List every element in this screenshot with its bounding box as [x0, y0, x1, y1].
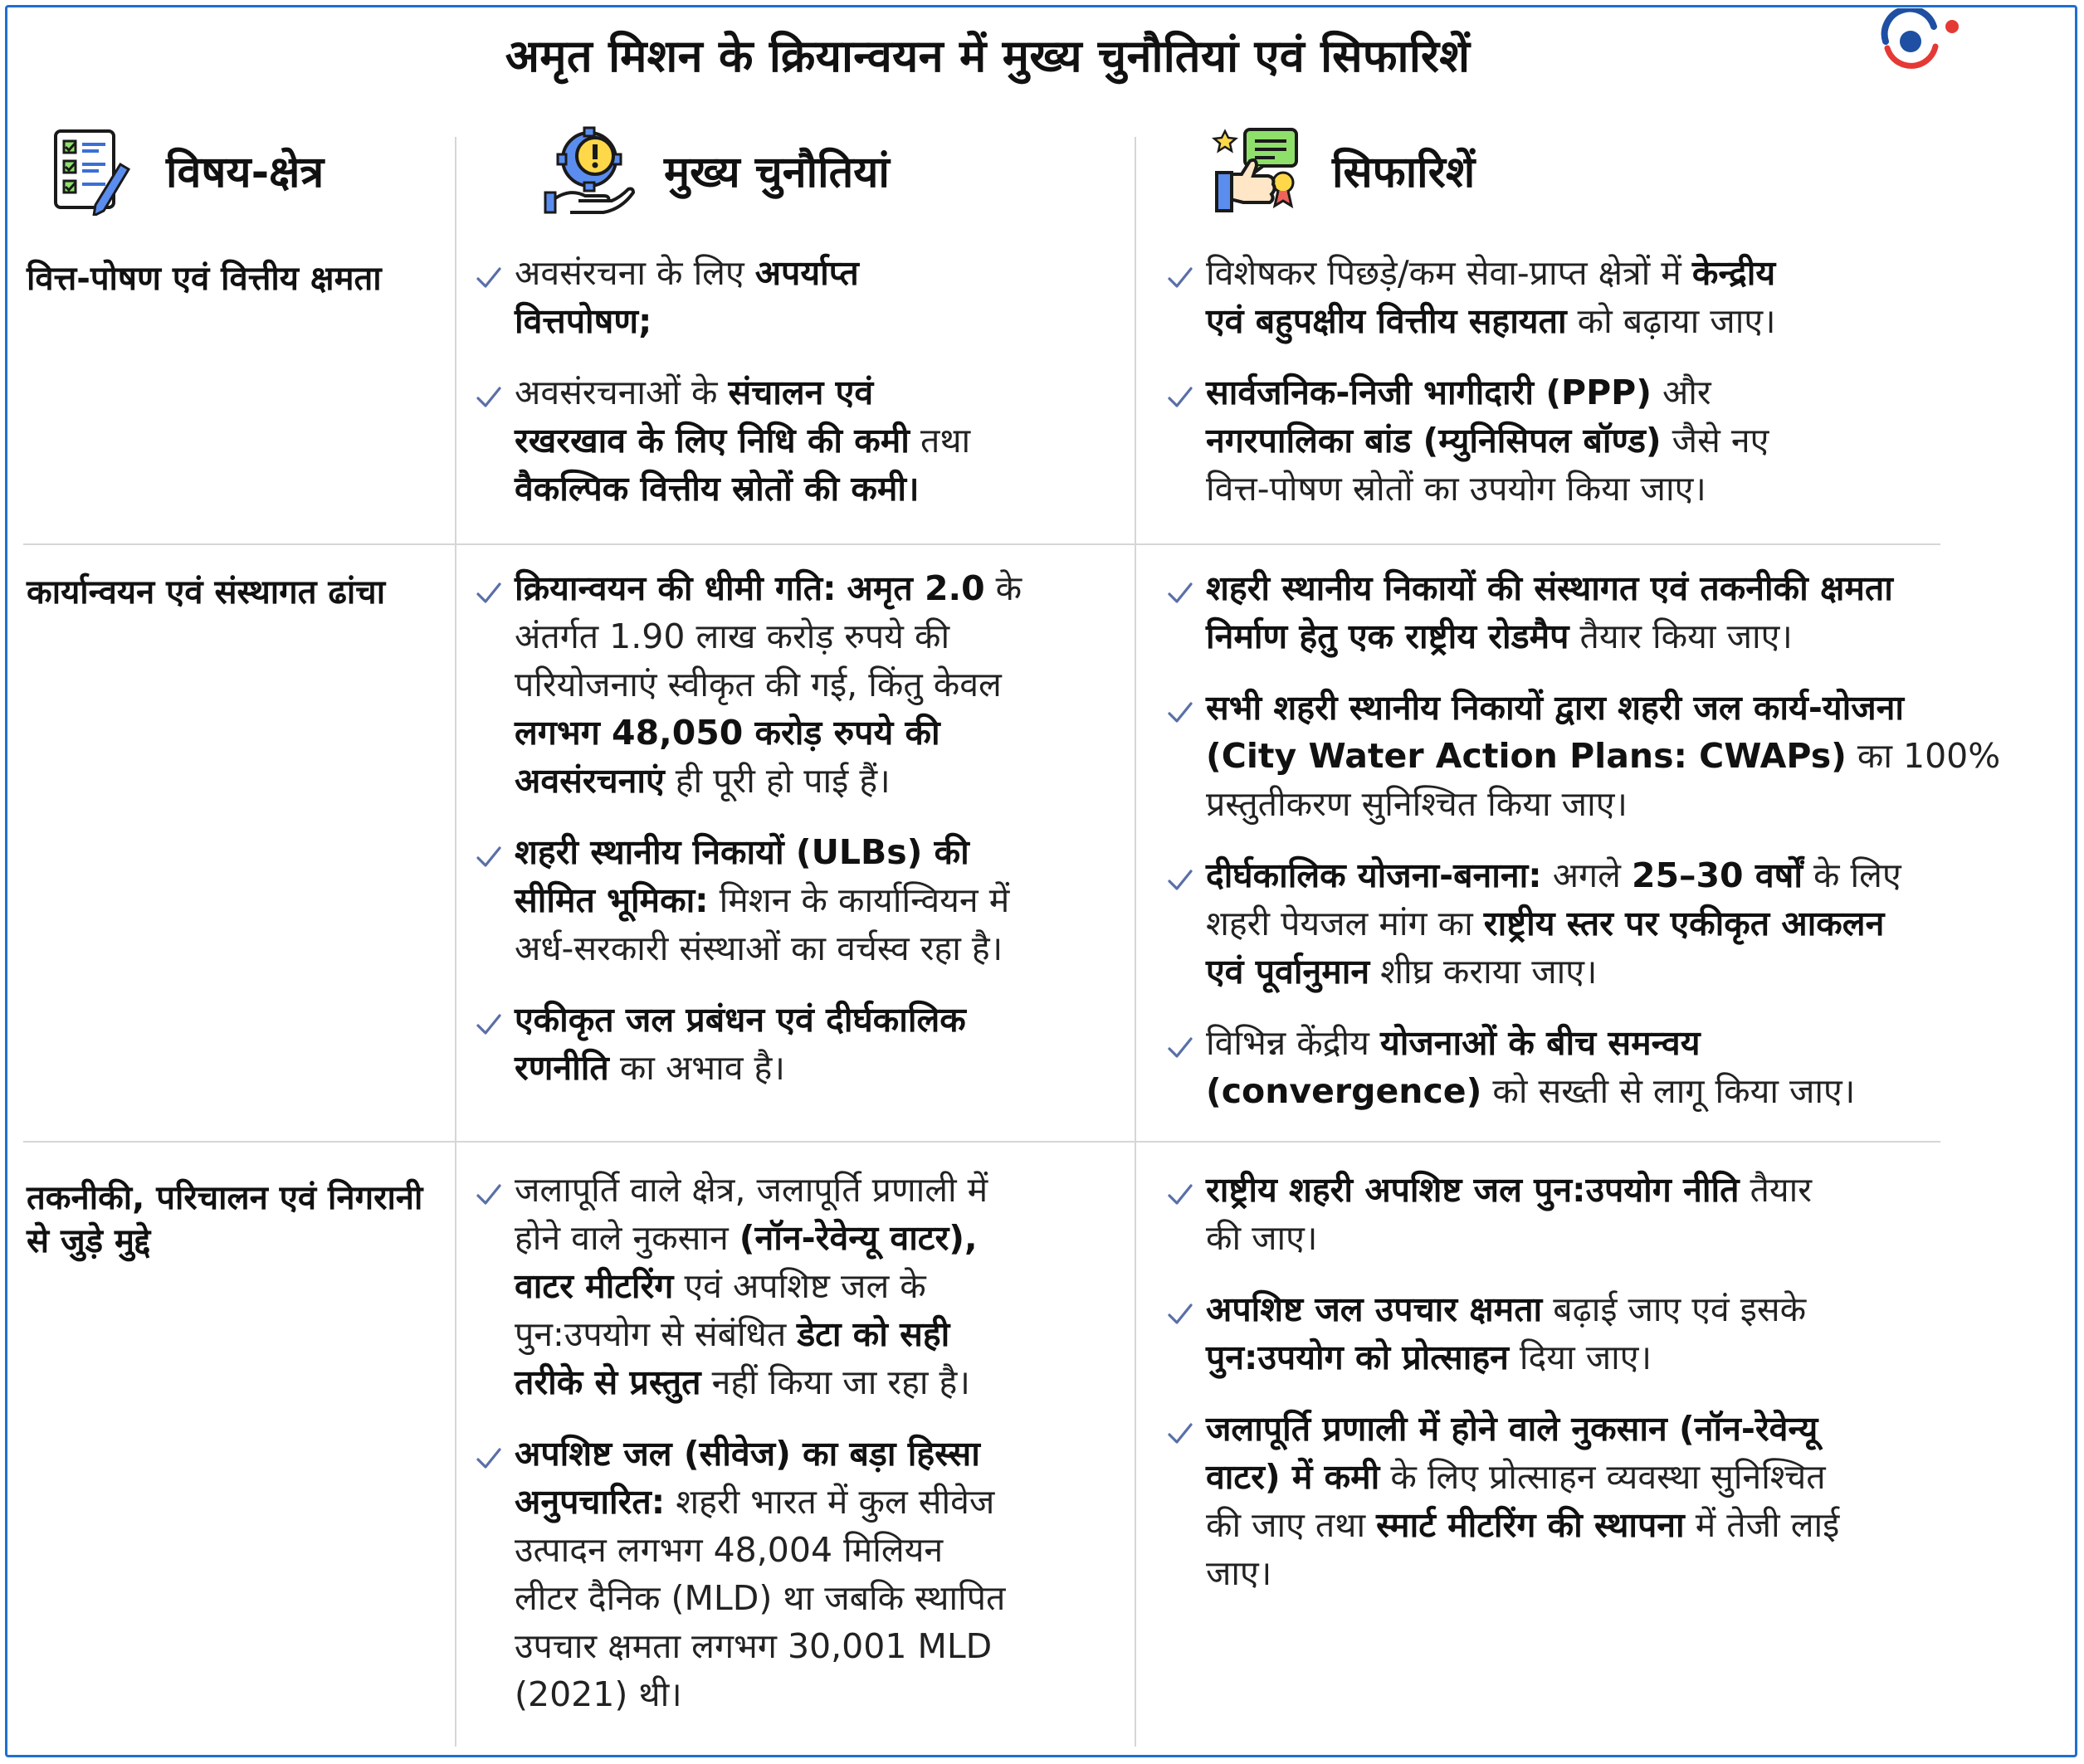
recommendation-item: [1166, 368, 2079, 513]
bold-text: दीर्घकालिक योजना-बनाना:: [1206, 855, 1542, 895]
check-icon: [1166, 1300, 1194, 1328]
text: नहीं किया जा रहा है।: [700, 1362, 970, 1402]
row-divider-1: [23, 543, 1940, 545]
check-icon: [1166, 1034, 1194, 1062]
bold-text: अपशिष्ट जल (सीवेज) का बड़ा हिस्सा: [515, 1434, 980, 1474]
header-recommendations: [1212, 120, 1475, 220]
bullet-text: [515, 828, 1009, 972]
header-label-challenges: मुख्य चुनौतियां: [664, 147, 890, 197]
bold-text: (नॉन-रेवेन्यू वाटर),: [739, 1218, 978, 1258]
challenges-cell-row-2: [475, 564, 1130, 1115]
recommendations-cell-row-1: [1166, 249, 2079, 536]
text: अवसंरचना के लिए: [515, 253, 755, 293]
bold-text: एकीकृत जल प्रबंधन एवं दीर्घकालिक: [515, 1000, 966, 1040]
challenge-item: [475, 368, 1130, 513]
bold-text: सभी शहरी स्थानीय निकायों द्वारा शहरी जल कार्य-योजना: [1206, 688, 1905, 728]
text: शहरी भारत में कुल सीवेज: [665, 1482, 995, 1522]
bullet-text: [1206, 1019, 1855, 1115]
bold-text: (City Water Action Plans: CWAPs): [1206, 736, 1847, 776]
column-divider-2: [1135, 137, 1136, 1747]
text: शहरी पेयजल मांग का: [1206, 904, 1484, 943]
challenge-item: [475, 564, 1130, 805]
text: को सख्ती से लागू किया जाए।: [1481, 1071, 1856, 1111]
bold-text: जलापूर्ति प्रणाली में होने वाले नुकसान (नॉन-रेवेन्यू: [1206, 1409, 1818, 1449]
text: की जाए तथा: [1206, 1505, 1377, 1545]
bold-text: रणनीति: [515, 1048, 609, 1088]
bold-text: स्मार्ट मीटरिंग की स्थापना: [1376, 1505, 1685, 1545]
bold-text: योजनाओं के बीच समन्वय: [1379, 1023, 1701, 1063]
gear-alert-hand-icon: [544, 124, 635, 216]
check-icon: [1166, 383, 1194, 412]
bold-text: वित्तपोषण;: [515, 301, 652, 341]
bold-text: (convergence): [1206, 1071, 1482, 1111]
bullet-text: [1206, 564, 1893, 660]
text: एवं अपशिष्ट जल के: [673, 1266, 926, 1306]
bullet-text: [1206, 368, 1769, 513]
recommendation-item: [1166, 1285, 2079, 1381]
bold-text: अपर्याप्त: [754, 253, 859, 293]
header-subject-area: [46, 120, 324, 220]
bullet-text: [515, 249, 859, 345]
text: दिया जाए।: [1508, 1338, 1652, 1377]
text: का अभाव है।: [608, 1048, 785, 1088]
bold-text: वैकल्पिक वित्तीय स्रोतों की कमी।: [515, 469, 920, 509]
check-icon: [475, 264, 503, 292]
column-divider-1: [455, 137, 456, 1747]
check-icon: [1166, 579, 1194, 607]
bold-text: वाटर) में कमी: [1206, 1457, 1380, 1497]
bold-text: नगरपालिका बांड (म्युनिसिपल बॉण्ड): [1206, 421, 1662, 460]
check-icon: [1166, 1181, 1194, 1209]
bold-text: एवं बहुपक्षीय वित्तीय सहायता: [1206, 301, 1567, 341]
header-label-subject: विषय-क्षेत्र: [166, 147, 325, 197]
text: अगले: [1541, 855, 1632, 895]
bold-text: डेटा को सही: [797, 1314, 950, 1354]
recommendation-item: [1166, 684, 2079, 828]
bullet-text: [1206, 851, 1901, 996]
bold-text: शहरी स्थानीय निकायों (ULBs) की: [515, 832, 969, 872]
area-label-row-1: वित्त-पोषण एवं वित्तीय क्षमता: [27, 260, 382, 298]
challenge-item: [475, 1166, 1130, 1406]
brand-logo-icon: [1876, 8, 1967, 71]
bold-text: केन्द्रीय: [1691, 253, 1776, 293]
text: शीघ्र कराया जाए।: [1369, 952, 1598, 992]
text: की जाए।: [1206, 1218, 1318, 1258]
text: का 100%: [1846, 736, 2001, 776]
area-label-row-2: कार्यान्वयन एवं संस्थागत ढांचा: [27, 573, 386, 612]
bold-text: तरीके से प्रस्तुत: [515, 1362, 701, 1402]
text: ही पूरी हो पाई हैं।: [664, 761, 891, 801]
bold-text: अमृत 2.0: [847, 568, 985, 608]
recommendations-cell-row-3: [1166, 1166, 2079, 1620]
bullet-text: [515, 996, 966, 1092]
text: [836, 568, 847, 608]
text: के लिए प्रोत्साहन व्यवस्था सुनिश्चित: [1379, 1457, 1826, 1497]
bold-text: अनुपचारित:: [515, 1482, 666, 1522]
recommendations-cell-row-2: [1166, 564, 2079, 1138]
text: वित्त-पोषण स्रोतों का उपयोग किया जाए।: [1206, 469, 1706, 509]
recommendation-item: [1166, 1166, 2079, 1262]
challenge-item: [475, 1430, 1130, 1718]
thumbs-up-feedback-icon: [1212, 124, 1303, 216]
bold-text: 25–30 वर्षों: [1631, 855, 1803, 895]
check-icon: [475, 1011, 503, 1039]
challenge-item: [475, 996, 1130, 1092]
bullet-text: [1206, 684, 2000, 828]
page-title: अमृत मिशन के क्रियान्वयन में मुख्य चुनौतियां एवं सिफारिशें: [505, 30, 1471, 82]
bold-text: राष्ट्रीय स्तर पर एकीकृत आकलन: [1483, 904, 1885, 943]
bold-text: सीमित भूमिका:: [515, 880, 709, 920]
challenge-item: [475, 828, 1130, 972]
text: उपचार क्षमता लगभग 30,001 MLD: [515, 1626, 993, 1666]
bullet-text: [1206, 1285, 1806, 1381]
bold-text: पुन:उपयोग को प्रोत्साहन: [1206, 1338, 1509, 1377]
recommendation-item: [1166, 564, 2079, 660]
text: के लिए: [1802, 855, 1901, 895]
bold-text: सार्वजनिक-निजी भागीदारी (PPP): [1206, 373, 1652, 412]
check-icon: [475, 843, 503, 871]
check-icon: [1166, 264, 1194, 292]
area-label-row-3: तकनीकी, परिचालन एवं निगरानी से जुड़े मुद्दे: [27, 1179, 423, 1260]
header-label-recommendations: सिफारिशें: [1332, 147, 1476, 197]
recommendation-item: [1166, 1019, 2079, 1115]
text: मिशन के कार्यान्वियन में: [708, 880, 1010, 920]
text: अंतर्गत 1.90 लाख करोड़ रुपये की: [515, 616, 950, 656]
text: को बढ़ाया जाए।: [1566, 301, 1776, 341]
bullet-text: [1206, 249, 1776, 345]
text: पुन:उपयोग से संबंधित: [515, 1314, 798, 1354]
text: विशेषकर पिछड़े/कम सेवा-प्राप्त क्षेत्रों में: [1206, 253, 1692, 293]
text: में तेजी लाई: [1684, 1505, 1840, 1545]
header-challenges: [544, 120, 890, 220]
check-icon: [475, 579, 503, 607]
check-icon: [1166, 866, 1194, 894]
text: (2021) थी।: [515, 1674, 682, 1714]
bold-text: अवसंरचनाएं: [515, 761, 665, 801]
bullet-text: [1206, 1166, 1812, 1262]
bold-text: एवं पूर्वानुमान: [1206, 952, 1370, 992]
bold-text: अपशिष्ट जल उपचार क्षमता: [1206, 1289, 1543, 1329]
text: विभिन्न केंद्रीय: [1206, 1023, 1380, 1063]
text: लीटर दैनिक (MLD) था जबकि स्थापित: [515, 1578, 1006, 1618]
bold-text: रखरखाव के लिए निधि की कमी: [515, 421, 910, 460]
text: तथा: [909, 421, 971, 460]
text: और: [1651, 373, 1711, 412]
text: जैसे नए: [1661, 421, 1769, 460]
text: जलापूर्ति वाले क्षेत्र, जलापूर्ति प्रणाली में: [515, 1170, 988, 1210]
text: जाए।: [1206, 1553, 1272, 1593]
bullet-text: [515, 1430, 1005, 1718]
row-divider-2: [23, 1141, 1940, 1143]
challenge-item: [475, 249, 1130, 345]
text: के: [984, 568, 1022, 608]
recommendation-item: [1166, 1405, 2079, 1597]
bullet-text: [1206, 1405, 1839, 1597]
text: तैयार: [1739, 1170, 1813, 1210]
text: तैयार किया जाए।: [1569, 616, 1793, 656]
recommendation-item: [1166, 249, 2079, 345]
bold-text: निर्माण हेतु एक राष्ट्रीय रोडमैप: [1206, 616, 1569, 656]
check-icon: [475, 1445, 503, 1473]
bold-text: क्रियान्वयन की धीमी गति:: [515, 568, 837, 608]
challenges-cell-row-3: [475, 1166, 1130, 1742]
recommendation-item: [1166, 851, 2079, 996]
bold-text: लगभग 48,050 करोड़ रुपये की: [515, 713, 940, 753]
text: बढ़ाई जाए एवं इसके: [1542, 1289, 1807, 1329]
bullet-text: [515, 564, 1022, 805]
bullet-text: [515, 1166, 988, 1406]
check-icon: [1166, 1420, 1194, 1448]
bullet-text: [515, 368, 970, 513]
check-icon: [1166, 699, 1194, 727]
bold-text: वाटर मीटरिंग: [515, 1266, 674, 1306]
bold-text: संचालन एवं: [728, 373, 874, 412]
challenges-cell-row-1: [475, 249, 1130, 536]
check-icon: [475, 1181, 503, 1209]
text: होने वाले नुकसान: [515, 1218, 739, 1258]
check-icon: [475, 383, 503, 412]
text: उत्पादन लगभग 48,004 मिलियन: [515, 1530, 944, 1570]
text: अर्ध-सरकारी संस्थाओं का वर्चस्व रहा है।: [515, 928, 1003, 968]
bold-text: राष्ट्रीय शहरी अपशिष्ट जल पुन:उपयोग नीति: [1206, 1170, 1740, 1210]
checklist-icon: [46, 124, 137, 216]
bold-text: शहरी स्थानीय निकायों की संस्थागत एवं तकनीकी क्षमता: [1206, 568, 1893, 608]
text: अवसंरचनाओं के: [515, 373, 729, 412]
text: परियोजनाएं स्वीकृत की गई, किंतु केवल: [515, 665, 1002, 704]
text: प्रस्तुतीकरण सुनिश्चित किया जाए।: [1206, 784, 1628, 824]
